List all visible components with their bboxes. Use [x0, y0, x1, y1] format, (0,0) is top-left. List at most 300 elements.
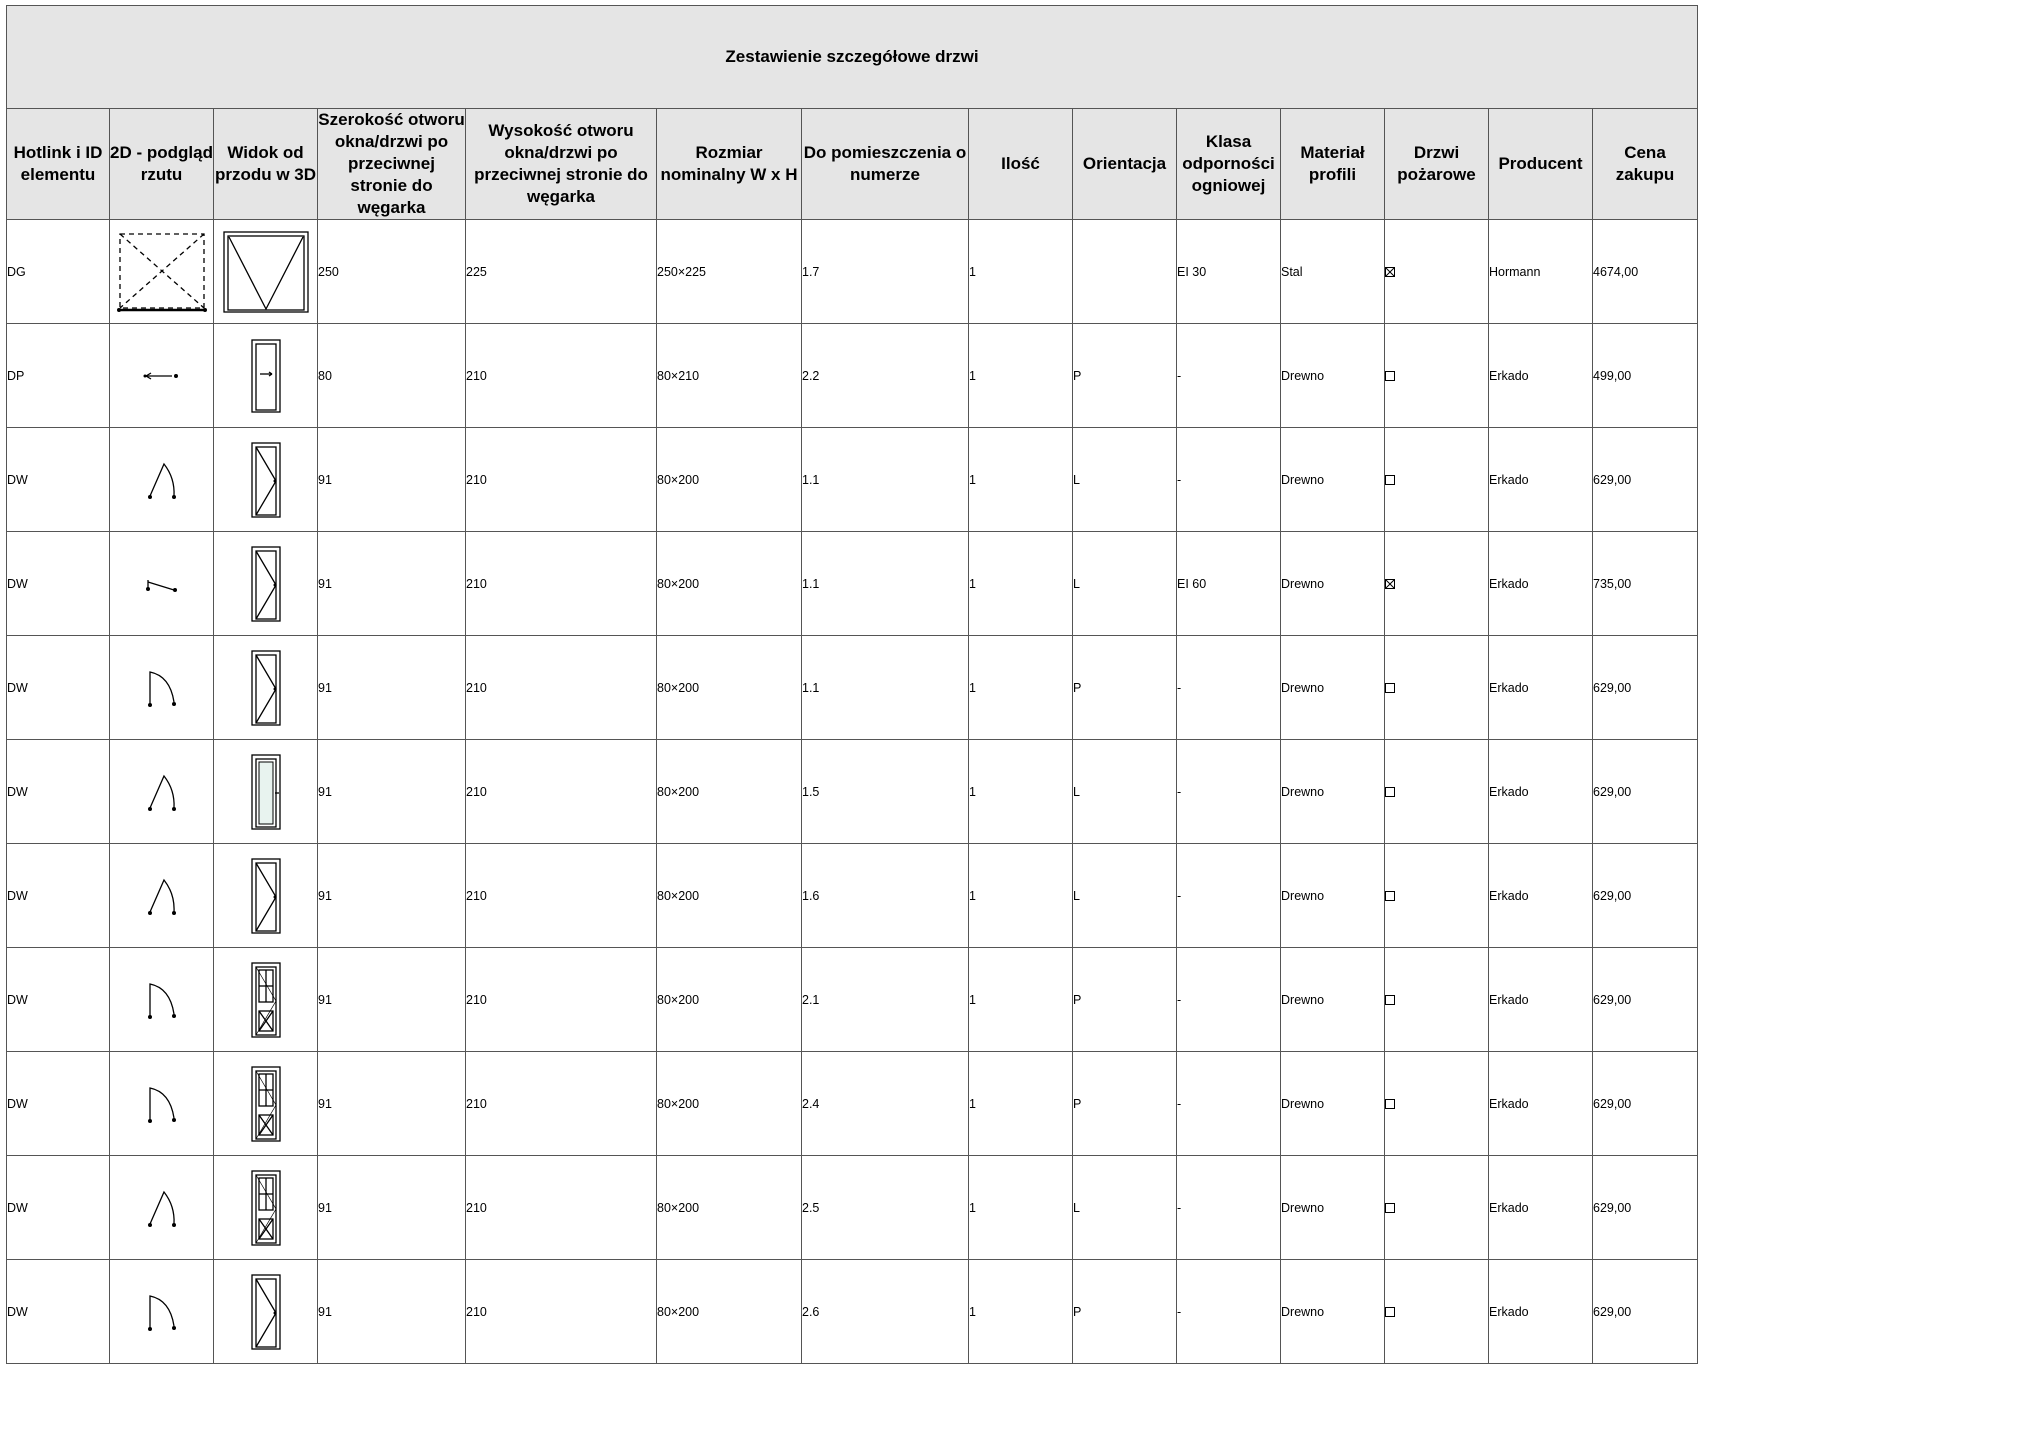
room-number-value: 2.1: [802, 992, 820, 1007]
swing-left-plan-symbol: [110, 770, 213, 814]
unchecked-checkbox-icon: [1385, 787, 1395, 797]
quantity-value: 1: [969, 680, 976, 695]
price-value: 499,00: [1593, 368, 1632, 383]
paneled-door-front-symbol: [214, 1065, 317, 1143]
opening-width-value: 250: [318, 264, 339, 279]
cell-material: [1281, 428, 1385, 532]
room-number-value: 1.7: [802, 264, 820, 279]
swing-left-plan-symbol: [110, 874, 213, 918]
quantity-value: 1: [969, 992, 976, 1007]
schedule-title: Zestawienie szczegółowe drzwi: [7, 6, 1698, 109]
material-value: Drewno: [1281, 576, 1325, 591]
cell-fire-door: [1385, 1156, 1489, 1260]
unchecked-checkbox-icon: [1385, 1203, 1395, 1213]
checked-checkbox-icon: [1385, 579, 1395, 589]
cell-plan-preview: [110, 324, 214, 428]
opening-height-value: 210: [466, 472, 487, 487]
cell-opening-height: [466, 844, 657, 948]
glazed-door-front-symbol: [214, 753, 317, 831]
table-row: [7, 324, 1698, 428]
cell-producer: [1489, 1052, 1593, 1156]
cell-room-number: [802, 1052, 969, 1156]
cell-orientation: [1073, 636, 1177, 740]
nominal-size-value: 250×225: [657, 264, 707, 279]
producer-value: Erkado: [1489, 680, 1529, 695]
cell-fire-door: [1385, 740, 1489, 844]
opening-height-value: 210: [466, 888, 487, 903]
cell-opening-height: [466, 636, 657, 740]
fire-class-value: EI 30: [1177, 264, 1207, 279]
cell-opening-width: [318, 636, 466, 740]
cell-plan-preview: [110, 428, 214, 532]
col-header-quantity: Ilość: [969, 109, 1073, 220]
quantity-value: 1: [969, 264, 976, 279]
price-value: 629,00: [1593, 1200, 1632, 1215]
cell-room-number: [802, 948, 969, 1052]
header-row: [7, 109, 1698, 220]
orientation-value: L: [1073, 576, 1080, 591]
cell-quantity: [969, 532, 1073, 636]
price-value: 629,00: [1593, 1304, 1632, 1319]
producer-value: Erkado: [1489, 888, 1529, 903]
quantity-value: 1: [969, 368, 976, 383]
fire-class-value: -: [1177, 1200, 1182, 1215]
cell-front-view: [214, 428, 318, 532]
price-value: 629,00: [1593, 472, 1632, 487]
cell-front-view: [214, 740, 318, 844]
room-number-value: 2.6: [802, 1304, 820, 1319]
cell-opening-width: [318, 532, 466, 636]
cell-orientation: [1073, 844, 1177, 948]
cell-price: [1593, 844, 1698, 948]
cell-opening-height: [466, 324, 657, 428]
row-id-value: DG: [7, 264, 26, 279]
table-row: [7, 428, 1698, 532]
cell-fire-door: [1385, 844, 1489, 948]
row-id-value: DP: [7, 368, 25, 383]
cell-nominal-size: [657, 636, 802, 740]
opening-width-value: 91: [318, 680, 332, 695]
col-header-nominal-size: Rozmiar nominalny W x H: [657, 109, 802, 220]
row-id-value: DW: [7, 888, 28, 903]
cell-room-number: [802, 324, 969, 428]
orientation-value: L: [1073, 472, 1080, 487]
cell-plan-preview: [110, 740, 214, 844]
col-header-room: Do pomieszczenia o numerze: [802, 109, 969, 220]
room-number-value: 2.2: [802, 368, 820, 383]
nominal-size-value: 80×200: [657, 576, 700, 591]
cell-plan-preview: [110, 948, 214, 1052]
col-header-fire-door: Drzwi pożarowe: [1385, 109, 1489, 220]
opening-height-value: 210: [466, 368, 487, 383]
cell-row-id: [7, 1052, 110, 1156]
cell-fire-class: [1177, 636, 1281, 740]
opening-width-value: 91: [318, 888, 332, 903]
cell-nominal-size: [657, 740, 802, 844]
fire-class-value: -: [1177, 472, 1182, 487]
cell-nominal-size: [657, 844, 802, 948]
opening-width-value: 91: [318, 1096, 332, 1111]
garage-front-symbol: [214, 229, 317, 315]
cell-quantity: [969, 428, 1073, 532]
cell-price: [1593, 1156, 1698, 1260]
cell-orientation: [1073, 1156, 1177, 1260]
material-value: Drewno: [1281, 680, 1325, 695]
cell-opening-height: [466, 948, 657, 1052]
row-id-value: DW: [7, 1200, 28, 1215]
table-row: [7, 844, 1698, 948]
material-value: Drewno: [1281, 472, 1325, 487]
cell-nominal-size: [657, 1156, 802, 1260]
swing-right-plan-symbol: [110, 666, 213, 710]
cell-quantity: [969, 740, 1073, 844]
cell-fire-class: [1177, 532, 1281, 636]
swing-right-plan-symbol: [110, 1082, 213, 1126]
cell-orientation: [1073, 324, 1177, 428]
opening-width-value: 80: [318, 368, 332, 383]
cell-price: [1593, 948, 1698, 1052]
producer-value: Hormann: [1489, 264, 1541, 279]
cell-producer: [1489, 1156, 1593, 1260]
cell-fire-class: [1177, 428, 1281, 532]
quantity-value: 1: [969, 1304, 976, 1319]
col-header-plan-preview: 2D - podgląd rzutu: [110, 109, 214, 220]
cell-row-id: [7, 324, 110, 428]
cell-room-number: [802, 636, 969, 740]
unchecked-checkbox-icon: [1385, 891, 1395, 901]
cell-fire-door: [1385, 636, 1489, 740]
orientation-value: P: [1073, 992, 1082, 1007]
cell-material: [1281, 740, 1385, 844]
cell-quantity: [969, 1260, 1073, 1364]
row-id-value: DW: [7, 1304, 28, 1319]
table-row: [7, 1260, 1698, 1364]
cell-fire-door: [1385, 324, 1489, 428]
price-value: 629,00: [1593, 784, 1632, 799]
cell-opening-height: [466, 532, 657, 636]
cell-plan-preview: [110, 532, 214, 636]
row-id-value: DW: [7, 680, 28, 695]
nominal-size-value: 80×200: [657, 1200, 700, 1215]
cell-fire-class: [1177, 948, 1281, 1052]
price-value: 4674,00: [1593, 264, 1639, 279]
cell-front-view: [214, 532, 318, 636]
opening-height-value: 210: [466, 680, 487, 695]
cell-fire-class: [1177, 1052, 1281, 1156]
room-number-value: 1.1: [802, 680, 820, 695]
orientation-value: L: [1073, 888, 1080, 903]
cell-row-id: [7, 532, 110, 636]
cell-row-id: [7, 636, 110, 740]
material-value: Stal: [1281, 264, 1303, 279]
opening-height-value: 210: [466, 992, 487, 1007]
cell-producer: [1489, 324, 1593, 428]
cell-orientation: [1073, 220, 1177, 324]
cell-room-number: [802, 740, 969, 844]
quantity-value: 1: [969, 576, 976, 591]
cell-material: [1281, 1260, 1385, 1364]
unchecked-checkbox-icon: [1385, 995, 1395, 1005]
room-number-value: 1.5: [802, 784, 820, 799]
cell-nominal-size: [657, 220, 802, 324]
cell-price: [1593, 324, 1698, 428]
table-row: [7, 532, 1698, 636]
orientation-value: L: [1073, 1200, 1080, 1215]
cell-row-id: [7, 948, 110, 1052]
material-value: Drewno: [1281, 1096, 1325, 1111]
opening-width-value: 91: [318, 992, 332, 1007]
cell-price: [1593, 532, 1698, 636]
cell-quantity: [969, 948, 1073, 1052]
cell-material: [1281, 1052, 1385, 1156]
cell-quantity: [969, 220, 1073, 324]
fire-class-value: -: [1177, 368, 1182, 383]
cell-producer: [1489, 220, 1593, 324]
cell-producer: [1489, 740, 1593, 844]
cell-row-id: [7, 220, 110, 324]
swing-left-plan-symbol: [110, 1186, 213, 1230]
cell-front-view: [214, 844, 318, 948]
cell-room-number: [802, 844, 969, 948]
opening-height-value: 225: [466, 264, 487, 279]
opening-width-value: 91: [318, 576, 332, 591]
cell-fire-door: [1385, 428, 1489, 532]
producer-value: Erkado: [1489, 1304, 1529, 1319]
cell-quantity: [969, 844, 1073, 948]
opening-width-value: 91: [318, 1200, 332, 1215]
material-value: Drewno: [1281, 784, 1325, 799]
cell-opening-height: [466, 1052, 657, 1156]
room-number-value: 1.1: [802, 472, 820, 487]
cell-quantity: [969, 1156, 1073, 1260]
swing-right-plan-symbol: [110, 1290, 213, 1334]
cell-quantity: [969, 636, 1073, 740]
price-value: 629,00: [1593, 680, 1632, 695]
nominal-size-value: 80×200: [657, 888, 700, 903]
cell-orientation: [1073, 1052, 1177, 1156]
cell-opening-width: [318, 1156, 466, 1260]
price-value: 629,00: [1593, 992, 1632, 1007]
cell-orientation: [1073, 948, 1177, 1052]
unchecked-checkbox-icon: [1385, 1099, 1395, 1109]
unchecked-checkbox-icon: [1385, 683, 1395, 693]
table-row: [7, 1052, 1698, 1156]
cell-producer: [1489, 1260, 1593, 1364]
cell-opening-width: [318, 948, 466, 1052]
cell-fire-door: [1385, 948, 1489, 1052]
swing-right-plan-symbol: [110, 978, 213, 1022]
producer-value: Erkado: [1489, 576, 1529, 591]
nominal-size-value: 80×200: [657, 1304, 700, 1319]
col-header-price: Cena zakupu: [1593, 109, 1698, 220]
cell-quantity: [969, 324, 1073, 428]
orientation-value: L: [1073, 784, 1080, 799]
paneled-door-front-symbol: [214, 1169, 317, 1247]
cell-producer: [1489, 948, 1593, 1052]
cell-plan-preview: [110, 636, 214, 740]
cell-quantity: [969, 1052, 1073, 1156]
cell-fire-class: [1177, 324, 1281, 428]
fire-class-value: -: [1177, 1096, 1182, 1111]
cell-opening-height: [466, 220, 657, 324]
cell-fire-class: [1177, 844, 1281, 948]
cell-front-view: [214, 636, 318, 740]
price-value: 629,00: [1593, 888, 1632, 903]
producer-value: Erkado: [1489, 472, 1529, 487]
cell-producer: [1489, 844, 1593, 948]
producer-value: Erkado: [1489, 784, 1529, 799]
cell-price: [1593, 740, 1698, 844]
room-number-value: 2.5: [802, 1200, 820, 1215]
cell-fire-class: [1177, 740, 1281, 844]
cell-price: [1593, 636, 1698, 740]
opening-width-value: 91: [318, 472, 332, 487]
unchecked-checkbox-icon: [1385, 371, 1395, 381]
col-header-front-view: Widok od przodu w 3D: [214, 109, 318, 220]
cell-price: [1593, 1052, 1698, 1156]
table-row: [7, 740, 1698, 844]
producer-value: Erkado: [1489, 1200, 1529, 1215]
cell-producer: [1489, 428, 1593, 532]
quantity-value: 1: [969, 1200, 976, 1215]
price-value: 629,00: [1593, 1096, 1632, 1111]
cell-material: [1281, 844, 1385, 948]
orientation-value: P: [1073, 1096, 1082, 1111]
cell-orientation: [1073, 428, 1177, 532]
cell-material: [1281, 636, 1385, 740]
cell-opening-width: [318, 740, 466, 844]
garage-plan-symbol: [110, 230, 213, 314]
cell-row-id: [7, 1260, 110, 1364]
cell-material: [1281, 324, 1385, 428]
cell-price: [1593, 428, 1698, 532]
cell-price: [1593, 1260, 1698, 1364]
cell-opening-width: [318, 1052, 466, 1156]
cell-room-number: [802, 428, 969, 532]
cell-row-id: [7, 740, 110, 844]
table-row: [7, 948, 1698, 1052]
row-id-value: DW: [7, 784, 28, 799]
cell-nominal-size: [657, 324, 802, 428]
cell-room-number: [802, 532, 969, 636]
door-front-symbol: [214, 857, 317, 935]
cell-nominal-size: [657, 1052, 802, 1156]
sliding-front-symbol: [214, 338, 317, 414]
opening-height-value: 210: [466, 576, 487, 591]
price-value: 735,00: [1593, 576, 1632, 591]
cell-material: [1281, 948, 1385, 1052]
nominal-size-value: 80×200: [657, 992, 700, 1007]
unchecked-checkbox-icon: [1385, 1307, 1395, 1317]
cell-row-id: [7, 844, 110, 948]
cell-room-number: [802, 1156, 969, 1260]
cell-producer: [1489, 532, 1593, 636]
cell-nominal-size: [657, 1260, 802, 1364]
fire-class-value: -: [1177, 784, 1182, 799]
cell-nominal-size: [657, 948, 802, 1052]
cell-plan-preview: [110, 1260, 214, 1364]
col-header-id: Hotlink i ID elementu: [7, 109, 110, 220]
cell-fire-door: [1385, 1052, 1489, 1156]
cell-nominal-size: [657, 532, 802, 636]
cell-opening-height: [466, 428, 657, 532]
material-value: Drewno: [1281, 1304, 1325, 1319]
table-row: [7, 636, 1698, 740]
nominal-size-value: 80×200: [657, 1096, 700, 1111]
opening-height-value: 210: [466, 1304, 487, 1319]
paneled-door-front-symbol: [214, 961, 317, 1039]
cell-opening-height: [466, 740, 657, 844]
quantity-value: 1: [969, 888, 976, 903]
col-header-opening-width: Szerokość otworu okna/drzwi po przeciwnej stronie do węgarka: [318, 109, 466, 220]
material-value: Drewno: [1281, 1200, 1325, 1215]
cell-fire-door: [1385, 532, 1489, 636]
cell-front-view: [214, 948, 318, 1052]
cell-front-view: [214, 1260, 318, 1364]
unchecked-checkbox-icon: [1385, 475, 1395, 485]
cell-front-view: [214, 220, 318, 324]
material-value: Drewno: [1281, 888, 1325, 903]
cell-front-view: [214, 324, 318, 428]
col-header-opening-height: Wysokość otworu okna/drzwi po przeciwnej stronie do węgarka: [466, 109, 657, 220]
cell-producer: [1489, 636, 1593, 740]
material-value: Drewno: [1281, 368, 1325, 383]
quantity-value: 1: [969, 472, 976, 487]
sliding-plan-symbol: [110, 366, 213, 386]
checked-checkbox-icon: [1385, 267, 1395, 277]
row-id-value: DW: [7, 472, 28, 487]
opening-height-value: 210: [466, 1200, 487, 1215]
cell-orientation: [1073, 740, 1177, 844]
col-header-fire-class: Klasa odporności ogniowej: [1177, 109, 1281, 220]
opening-height-value: 210: [466, 1096, 487, 1111]
producer-value: Erkado: [1489, 368, 1529, 383]
cell-front-view: [214, 1156, 318, 1260]
orientation-value: P: [1073, 368, 1082, 383]
fire-class-value: -: [1177, 1304, 1182, 1319]
room-number-value: 2.4: [802, 1096, 820, 1111]
row-id-value: DW: [7, 992, 28, 1007]
cell-opening-width: [318, 324, 466, 428]
cell-plan-preview: [110, 844, 214, 948]
door-front-symbol: [214, 1273, 317, 1351]
col-header-producer: Producent: [1489, 109, 1593, 220]
cell-fire-class: [1177, 1156, 1281, 1260]
swing-closed-plan-symbol: [110, 572, 213, 596]
opening-width-value: 91: [318, 784, 332, 799]
fire-class-value: -: [1177, 992, 1182, 1007]
orientation-value: P: [1073, 680, 1082, 695]
cell-opening-width: [318, 1260, 466, 1364]
cell-orientation: [1073, 1260, 1177, 1364]
cell-fire-door: [1385, 1260, 1489, 1364]
orientation-value: P: [1073, 1304, 1082, 1319]
swing-left-plan-symbol: [110, 458, 213, 502]
col-header-material: Materiał profili: [1281, 109, 1385, 220]
room-number-value: 1.1: [802, 576, 820, 591]
fire-class-value: -: [1177, 888, 1182, 903]
cell-plan-preview: [110, 1052, 214, 1156]
cell-opening-height: [466, 1156, 657, 1260]
cell-opening-width: [318, 220, 466, 324]
cell-material: [1281, 532, 1385, 636]
cell-room-number: [802, 220, 969, 324]
door-front-symbol: [214, 545, 317, 623]
cell-nominal-size: [657, 428, 802, 532]
nominal-size-value: 80×200: [657, 472, 700, 487]
cell-opening-width: [318, 428, 466, 532]
cell-fire-door: [1385, 220, 1489, 324]
